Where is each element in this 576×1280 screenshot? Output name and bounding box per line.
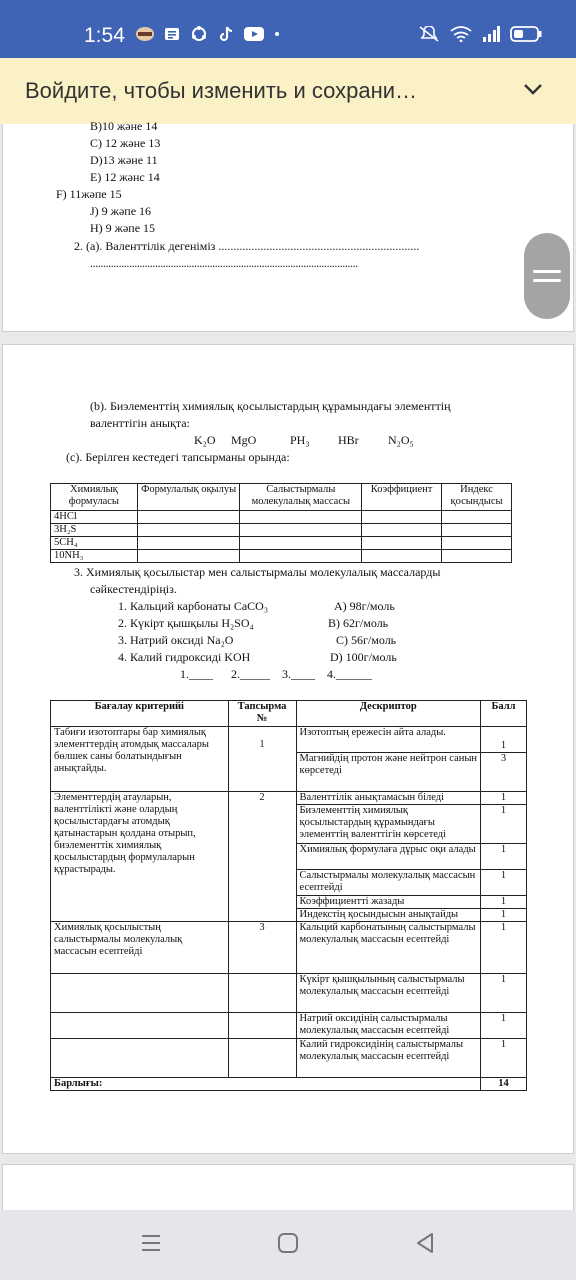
score-cell: 1 [481, 727, 527, 753]
avatar-icon [136, 26, 154, 42]
total-label: Барлығы: [51, 1078, 481, 1091]
answer-blanks: 1.____ 2._____ 3.____ 4.______ [180, 667, 372, 681]
scroll-thumb[interactable] [524, 233, 570, 319]
score-cell: 1 [481, 909, 527, 922]
formula-ph3: PH₃ [290, 433, 310, 447]
criterion-cell: Химиялық қосылыстың салыстырмалы молекулалық массасын есептейді [51, 922, 229, 974]
navigation-bar [0, 1210, 576, 1280]
table-row [51, 974, 527, 1013]
table-row [51, 537, 512, 550]
formula-hbr: HBr [338, 433, 359, 447]
task-table [50, 483, 512, 563]
question-2a: 2. (a). Валенттілік дегеніміз ................................................................... [74, 239, 420, 253]
descriptor-cell: Күкірт қышқылының салыстырмалы молекулалық массасын есептейді [296, 974, 481, 1013]
table-row [51, 524, 512, 537]
formula-cell: 4HCl [51, 511, 138, 524]
recent-apps-icon[interactable] [140, 1232, 162, 1254]
match-right-4: D) 100г/моль [330, 650, 397, 664]
score-cell: 1 [481, 805, 527, 844]
message-icon [163, 26, 181, 42]
option-e: E) 12 жәнс 14 [90, 170, 160, 184]
tiktok-icon [217, 26, 235, 42]
option-d: D)13 және 11 [90, 153, 158, 167]
table-row [51, 792, 527, 805]
home-icon[interactable] [277, 1232, 299, 1254]
descriptor-cell: Калий гидроксидінің салыстырмалы молекулалық массасын есептейді [296, 1039, 481, 1078]
match-right-3: C) 56г/моль [336, 633, 397, 647]
total-value: 14 [481, 1078, 527, 1091]
task-table-header-cell: Индекс қосындысы [442, 484, 512, 511]
table-row [51, 922, 527, 974]
option-f: F) 11жәпе 15 [56, 187, 122, 201]
back-icon[interactable] [414, 1232, 436, 1254]
score-cell: 1 [481, 1013, 527, 1039]
chevron-down-icon[interactable] [522, 78, 544, 100]
task-table-header-cell: Коэффициент [362, 484, 442, 511]
answer-line: ....................................................................................................... [90, 256, 358, 270]
task-table-header-cell: Формулалық оқылуы [137, 484, 240, 511]
match-right-2: B) 62г/моль [328, 616, 389, 630]
task-table-header-cell: Химиялық формуласы [51, 484, 138, 511]
system-icons [418, 26, 542, 42]
descriptor-cell: Магнийдің протон және нейтрон санын көрсетеді [296, 753, 481, 792]
assessment-table [50, 700, 527, 1091]
score-cell: 1 [481, 792, 527, 805]
question-2b-line2: валенттігін анықта: [90, 416, 190, 430]
descriptor-cell: Натрий оксидінің салыстырмалы молекулалық массасын есептейді [296, 1013, 481, 1039]
total-row [51, 1078, 527, 1091]
notification-icons [136, 26, 285, 42]
formula-cell: 3H₂S [51, 524, 138, 537]
document-page-1 [2, 124, 574, 332]
descriptor-cell: Индекстің қосындысын анықтайды [296, 909, 481, 922]
table-row [51, 1039, 527, 1078]
descriptor-cell: Валенттілік анықтамасын біледі [296, 792, 481, 805]
option-c: C) 12 және 13 [90, 136, 161, 150]
score-cell: 1 [481, 1039, 527, 1078]
match-left-4: 4. Калий гидроксиді KOH [118, 650, 251, 664]
criterion-cell: Элементтердің атауларын, валенттілікті және олардың қосылыстардағы атомдық қатынастарын қолдана отырып, биэлементтік химиялық қосылыстардың формулаларын құрастырады. [51, 792, 229, 922]
formula-mgo: MgO [231, 433, 257, 447]
sign-in-banner[interactable] [0, 58, 576, 124]
task-table-header-cell: Салыстырмалы молекулалық массасы [240, 484, 362, 511]
option-h: H) 9 жәпе 15 [90, 221, 156, 235]
task-number-cell: 1 [228, 727, 296, 792]
score-cell: 1 [481, 974, 527, 1013]
task-table-header [51, 484, 512, 511]
scroll-grip-line [533, 270, 561, 273]
table-row [51, 511, 512, 524]
assessment-header-cell: Бағалау критерийі [51, 701, 229, 727]
descriptor-cell: Изотоптың ережесін айта алады. [296, 727, 481, 753]
match-left-3: 3. Натрий оксиді Na₂O [118, 633, 234, 647]
assessment-header-cell: Тапсырма № [228, 701, 296, 727]
match-right-1: A) 98г/моль [334, 599, 395, 613]
assessment-header [51, 701, 527, 727]
question-2c: (c). Берілген кестедегі тапсырманы орында: [66, 450, 290, 464]
status-bar [0, 0, 576, 58]
question-2b-line1: (b). Биэлементтің химиялық қосылыстардың құрамындағы элементтің [90, 399, 451, 413]
signal-icon [482, 26, 500, 42]
score-cell: 1 [481, 922, 527, 974]
descriptor-cell: Кальций карбонатының салыстырмалы молекулалық массасын есептейді [296, 922, 481, 974]
table-row [51, 727, 527, 753]
formula-n2o5: N₂O₅ [388, 433, 414, 447]
assessment-header-cell: Дескриптор [296, 701, 481, 727]
score-cell: 1 [481, 896, 527, 909]
option-b: B)10 және 14 [90, 119, 158, 133]
sign-in-banner-text[interactable]: Войдите, чтобы изменить и сохрани… [25, 78, 418, 103]
formula-k2o: K₂O [194, 433, 216, 447]
match-left-2: 2. Күкірт қышқылы H₂SO₄ [118, 616, 254, 630]
match-left-1: 1. Кальций карбонаты CaCO₃ [118, 599, 269, 613]
descriptor-cell: Биэлементтің химиялық қосылыстардың құрамындағы элементтің валенттігін көрсетеді [296, 805, 481, 844]
option-j: J) 9 жәпе 16 [90, 204, 152, 218]
table-row [51, 1013, 527, 1039]
score-cell: 1 [481, 844, 527, 870]
question-3-line1: 3. Химиялық қосылыстар мен салыстырмалы молекулалық массаларды [74, 565, 441, 579]
score-cell: 3 [481, 753, 527, 792]
mute-icon [418, 26, 440, 42]
dot-icon [273, 26, 285, 42]
formula-cell: 5CH₄ [51, 537, 138, 550]
table-row [51, 550, 512, 563]
score-cell: 1 [481, 870, 527, 896]
descriptor-cell: Химиялық формулаға дұрыс оқи алады [296, 844, 481, 870]
youtube-icon [244, 26, 264, 42]
wifi-icon [450, 26, 472, 42]
scroll-grip-line [533, 279, 561, 282]
formula-cell: 10NH₃ [51, 550, 138, 563]
descriptor-cell: Коэффициентті жазады [296, 896, 481, 909]
task-number-cell: 2 [228, 792, 296, 922]
sync-icon [190, 26, 208, 42]
status-time: 1:54 [84, 24, 125, 47]
descriptor-cell: Салыстырмалы молекулалық массасын есептейді [296, 870, 481, 896]
assessment-header-cell: Балл [481, 701, 527, 727]
battery-icon [510, 26, 542, 42]
criterion-cell: Табиғи изотоптары бар химиялық элементтердің атомдық массалары бөлшек саны болатындығын анықтайды. [51, 727, 229, 792]
task-number-cell: 3 [228, 922, 296, 974]
question-3-line2: сәйкестендіріңіз. [90, 582, 177, 596]
